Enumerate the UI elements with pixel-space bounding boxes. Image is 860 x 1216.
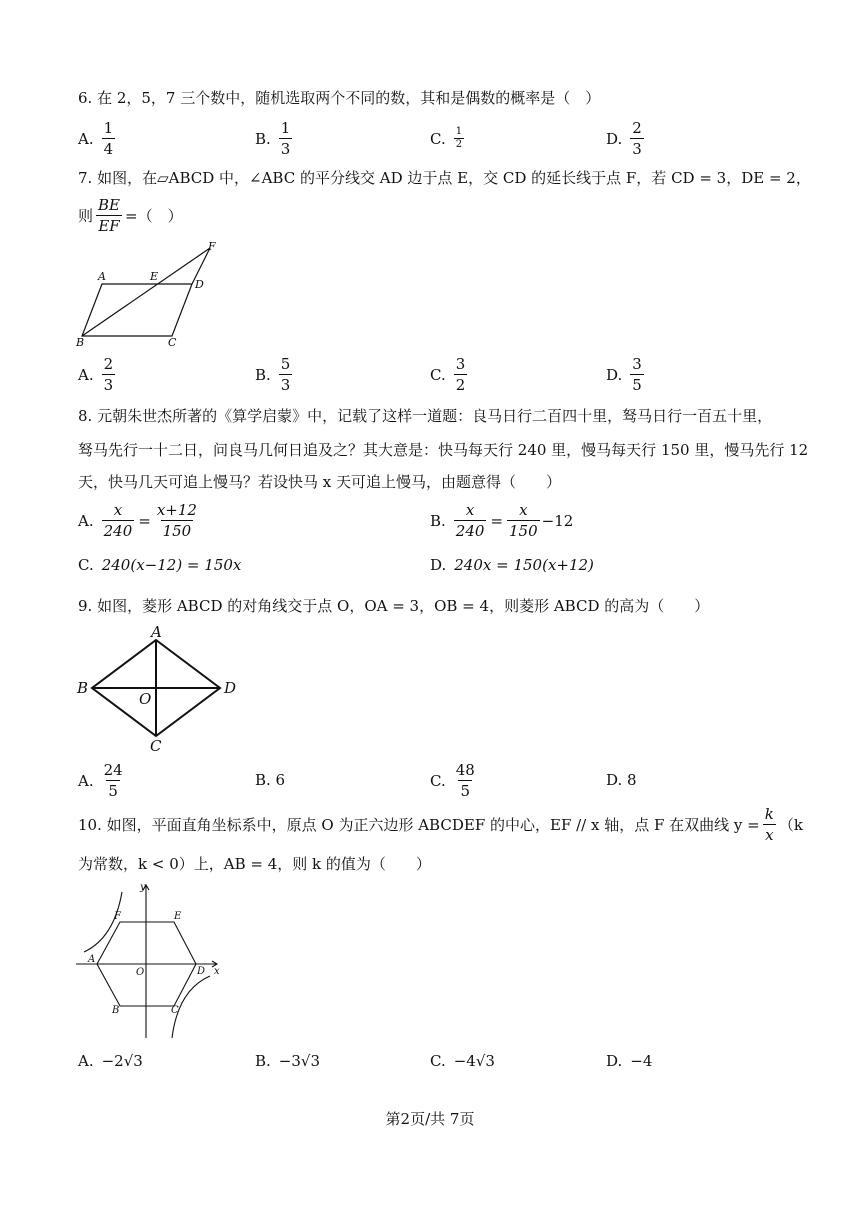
- q6-stem: 6. 在 2，5，7 三个数中，随机选取两个不同的数，其和是偶数的概率是（ ）: [78, 89, 601, 107]
- q7-stem-line2: 则 $\frac{BE}{EF}$ =（ ）: [78, 196, 183, 235]
- label-a: A: [98, 270, 106, 283]
- q10-option-d: D. −4: [606, 1052, 653, 1070]
- q9-option-a: A. $\frac{24}{5}$: [78, 761, 123, 800]
- q6-option-d: D. $\frac{2}{3}$: [606, 119, 642, 158]
- label-y: y: [140, 882, 146, 893]
- q7-stem-line1: 7. 如图，在▱ABCD 中，∠ABC 的平分线交 AD 边于点 E，交 CD 的延长线于点 F，若 CD = 3，DE = 2，: [78, 169, 811, 187]
- label-c: C: [171, 1005, 179, 1016]
- label-b: B: [112, 1005, 120, 1016]
- q10-stem-line2: 为常数，k < 0）上，AB = 4，则 k 的值为（ ）: [78, 855, 431, 873]
- label-o: O: [139, 690, 152, 708]
- q8-stem-line1: 8. 元朝朱世杰所著的《算学启蒙》中，记载了这样一道题：良马日行二百四十里，驽马日行一百五十里，: [78, 407, 773, 425]
- q9-option-d: D. 8: [606, 771, 637, 789]
- q8-stem-line2: 驽马先行一十二日，问良马几何日追及之？其大意是：快马每天行 240 里，慢马每天行 150 里，慢马先行 12: [78, 441, 809, 459]
- q9-stem: 9. 如图，菱形 ABCD 的对角线交于点 O，OA = 3，OB = 4，则菱形 ABCD 的高为（ ）: [78, 597, 710, 615]
- label-o: O: [136, 967, 145, 978]
- label-e: E: [174, 911, 182, 922]
- label-a: A: [88, 954, 96, 965]
- q10-option-c: C. −4√3: [430, 1052, 495, 1070]
- label-x: x: [214, 966, 220, 977]
- q7-option-b: B. $\frac{5}{3}$: [255, 355, 291, 394]
- q9-option-c: C. $\frac{48}{5}$: [430, 761, 475, 800]
- q7-parallelogram-figure: [74, 240, 234, 348]
- q6-option-c: C. $\frac{1}{2}$: [430, 126, 463, 150]
- q7-option-d: D. $\frac{3}{5}$: [606, 355, 642, 394]
- label-f: F: [208, 240, 216, 253]
- label-d: D: [197, 966, 206, 977]
- q8-option-c: C. 240(x−12) = 150x: [78, 556, 242, 574]
- label-c: C: [150, 737, 162, 755]
- label-a: A: [151, 623, 162, 641]
- q10-option-b: B. −3√3: [255, 1052, 321, 1070]
- q10-stem-line1: 10. 如图，平面直角坐标系中，原点 O 为正六边形 ABCDEF 的中心，EF // x 轴，点 F 在双曲线 y = $\frac{k}{x}$ （k: [78, 805, 803, 844]
- label-d: D: [195, 278, 204, 291]
- q8-option-b: B. $\frac{x}{240}$ = $\frac{x}{150}$ −12: [430, 501, 574, 540]
- q6-option-b: B. $\frac{1}{3}$: [255, 119, 291, 158]
- q8-option-a: A. $\frac{x}{240}$ = $\frac{x+12}{150}$: [78, 501, 197, 540]
- label-b: B: [77, 679, 89, 697]
- label-e: E: [150, 270, 159, 283]
- q8-option-d: D. 240x = 150(x+12): [430, 556, 594, 574]
- q9-option-b: B. 6: [255, 771, 286, 789]
- label-c: C: [168, 336, 177, 348]
- label-b: B: [76, 336, 85, 348]
- q7-option-a: A. $\frac{2}{3}$: [78, 355, 114, 394]
- label-d: D: [224, 679, 237, 697]
- q10-hexagon-figure: [74, 880, 234, 1042]
- q7-option-c: C. $\frac{3}{2}$: [430, 355, 466, 394]
- q6-option-a: A. $\frac{1}{4}$: [78, 119, 114, 158]
- q8-stem-line3: 天，快马几天可追上慢马？若设快马 x 天可追上慢马，由题意得（ ）: [78, 473, 561, 491]
- q9-rhombus-figure: [74, 622, 244, 756]
- label-f: F: [114, 911, 121, 922]
- q10-option-a: A. −2√3: [78, 1052, 143, 1070]
- page-footer: 第2页/共 7页: [385, 1110, 475, 1128]
